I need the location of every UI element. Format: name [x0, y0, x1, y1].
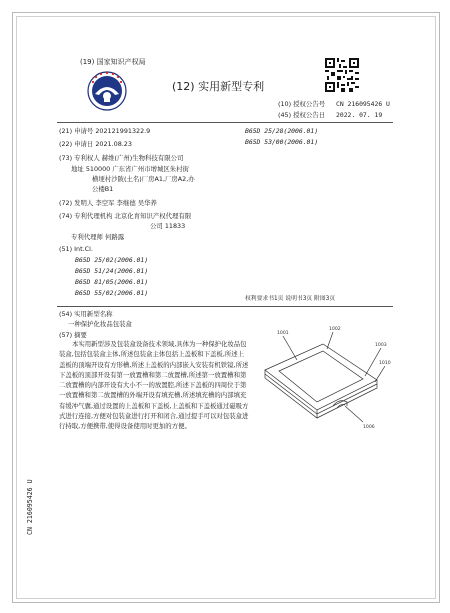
pub-number: CN 216095426 U: [336, 100, 390, 108]
utility-model-name: 一种保护化妆品包装盒: [68, 320, 132, 328]
application-number: (21) 申请号 202121991322.9: [59, 127, 151, 135]
ipc-class: B65D 51/24(2006.01): [75, 267, 149, 275]
biblio-divider: [57, 306, 393, 307]
utility-model-name-label: (54) 实用新型名称: [59, 310, 113, 318]
address-line: 横埂村沙陂(土名)厂房A1,厂房A2,办: [92, 175, 195, 183]
pub-date: 2022. 07. 19: [336, 111, 383, 119]
figure-label: 1003: [375, 343, 387, 348]
ipc-class-right: B65D 25/28(2006.01): [245, 127, 319, 135]
patent-agent: 专利代理师 何路露: [71, 233, 125, 241]
abstract-text: 本实用新型涉及包装盒设备技术领域,具体为一种保护化妆品包装盒,包括包装盒主体,所述包装盒主体包括上盖板和下盖板,所述上盖板的顶端开设有方形槽,所述上盖板的内部嵌入安装有机铁镜,所述下盖板的顶部开设有第一放置槽和第二放置槽,所述第一放置槽和第二放置槽的内部开设有大小不一的放置腔,所述下盖板的四周位于第一放置槽和第二放置槽的外端开设有填充槽,所述填充槽的内部填充有缓冲气囊,通过设置的上盖板和下盖板,上盖板和下盖板通过磁吸方式进行连接,方便对包装盒进行打开和闭合,通过提手可以对包装盒进行持取,方便携带,使得设备使用时更加的方便。: [59, 340, 249, 431]
pub-number-label: (10) 授权公告号: [278, 100, 326, 108]
patent-agency-code: 公司 11833: [150, 222, 186, 230]
figure-label: 1002: [329, 327, 341, 332]
ipc-class: B65D 25/02(2006.01): [75, 256, 149, 264]
page-count-info: 权利要求书1页 说明书3页 附图3页: [245, 296, 336, 302]
application-date: (22) 申请日 2021.08.23: [59, 140, 132, 148]
figure-label: 1001: [277, 331, 289, 336]
patent-agency: (74) 专利代理机构 北京化育知识产权代理有限: [59, 212, 192, 220]
document-type-title: (12) 实用新型专利: [172, 80, 265, 93]
patentee: (73) 专利权人 赫维(广州)生物科技有限公司: [59, 154, 184, 162]
inventors: (72) 发明人 李空军 李继德 吴华养: [59, 199, 157, 207]
pub-date-label: (45) 授权公告日: [278, 111, 326, 119]
address-line: 公楼B1: [92, 185, 114, 193]
product-drawing: [253, 322, 393, 432]
figure-label: 1006: [363, 425, 375, 430]
header-divider: [57, 122, 393, 123]
abstract-label: (57) 摘要: [59, 331, 87, 339]
ipc-class: B65D 55/02(2006.01): [75, 289, 149, 297]
office-label: (19) 国家知识产权局: [80, 58, 146, 66]
int-cl-label: (51) Int.Cl.: [59, 245, 93, 253]
ipc-class: B65D 81/05(2006.01): [75, 278, 149, 286]
figure-label: 1010: [379, 361, 391, 366]
vertical-publication-code: CN 216095426 U: [26, 479, 34, 535]
ipc-class-right: B65D 53/00(2006.01): [245, 138, 319, 146]
cnipa-emblem-icon: [86, 70, 128, 112]
address-line: 地址 510000 广东省广州市增城区朱村街: [71, 165, 189, 173]
qr-code-icon: [325, 58, 359, 92]
